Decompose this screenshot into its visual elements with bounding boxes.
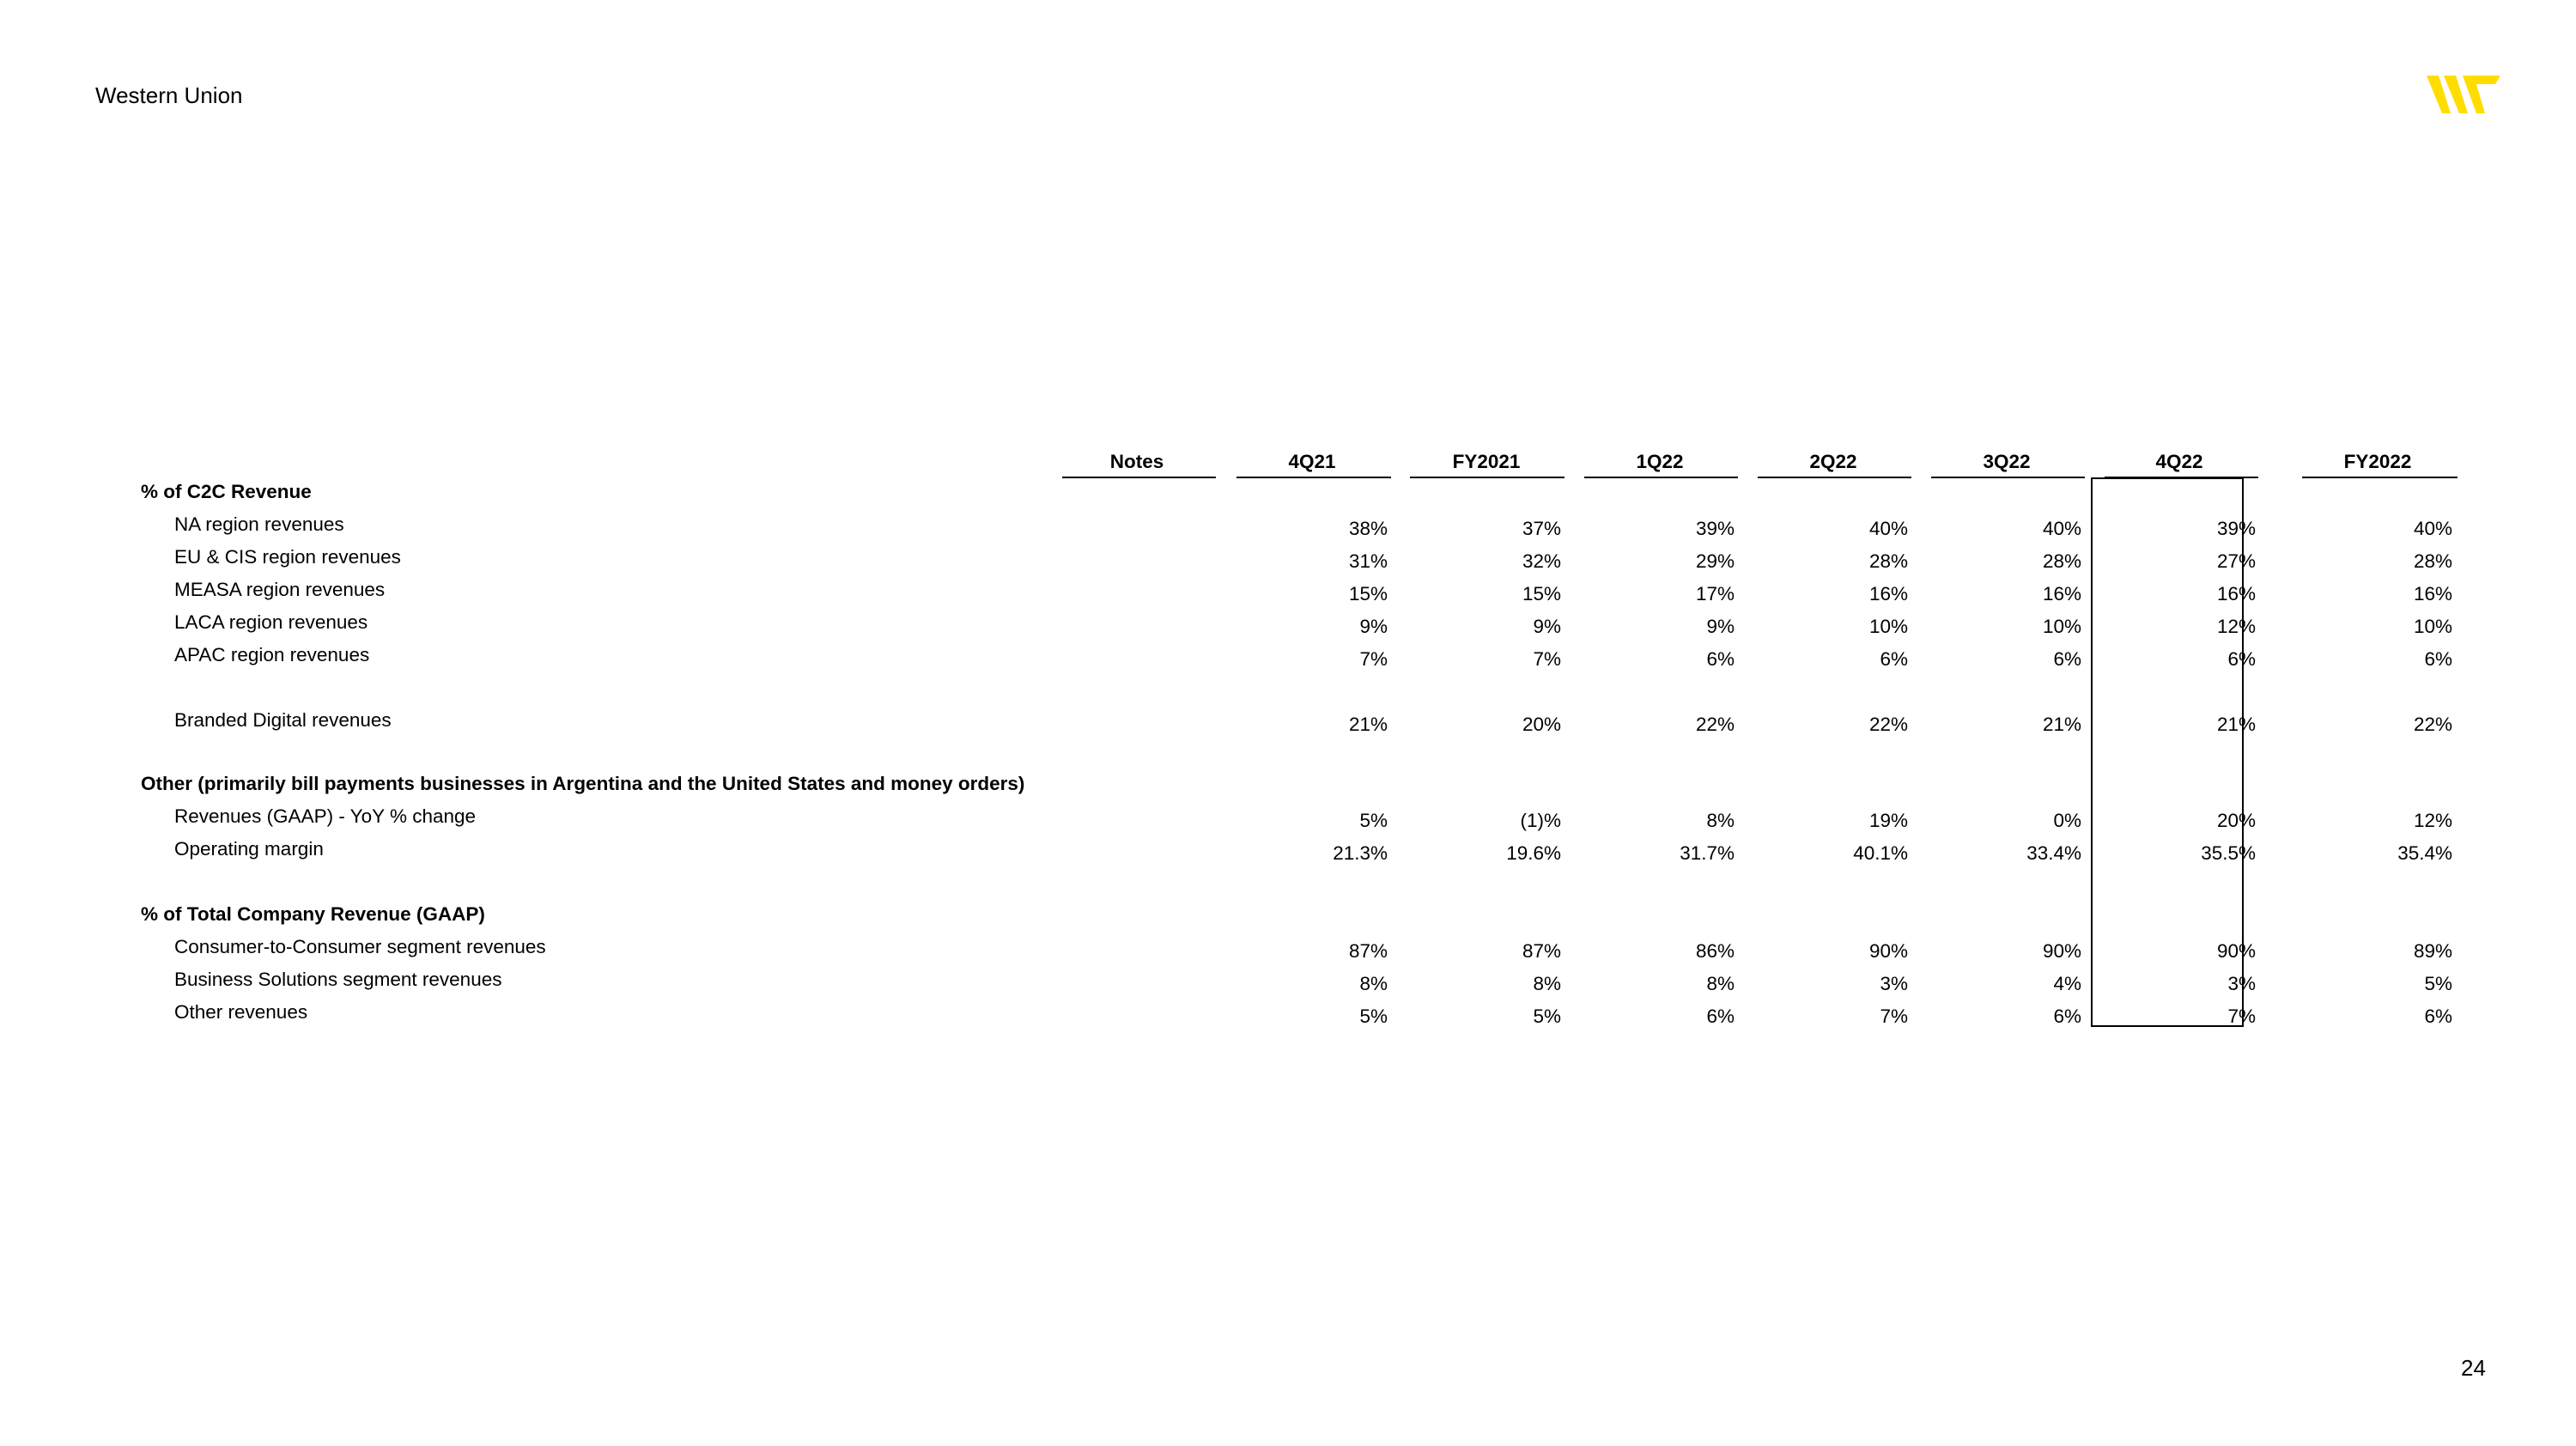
column-header-underline [2105, 477, 2258, 478]
column-header: Notes [1109, 451, 1164, 472]
table-cell: 12% [2413, 810, 2452, 831]
row-label: Branded Digital revenues [174, 709, 392, 731]
table-cell: 39% [1695, 518, 1735, 539]
table-cell: 35.4% [2397, 842, 2452, 864]
column-header-underline [1062, 477, 1216, 478]
table-cell: 28% [2413, 550, 2452, 572]
table-cell: 6% [2424, 648, 2452, 670]
table-cell: 87% [1522, 940, 1561, 962]
table-cell: 20% [2216, 810, 2256, 831]
table-cell: 90% [2216, 940, 2256, 962]
column-header-underline [1758, 477, 1911, 478]
row-label: LACA region revenues [174, 611, 368, 633]
table-cell: 29% [1695, 550, 1735, 572]
table-cell: 10% [1868, 616, 1908, 637]
row-label: Other revenues [174, 1001, 308, 1023]
table-cell: 12% [2216, 616, 2256, 637]
table-cell: 7% [2227, 1006, 2256, 1027]
table-cell: 22% [1868, 714, 1908, 735]
table-cell: 20% [1522, 714, 1561, 735]
column-header-underline [2302, 477, 2458, 478]
row-label: APAC region revenues [174, 644, 370, 665]
table-cell: 22% [1695, 714, 1735, 735]
row-label: Operating margin [174, 838, 324, 860]
table-cell: 38% [1348, 518, 1388, 539]
table-cell: 15% [1348, 583, 1388, 605]
table-cell: 21% [2216, 714, 2256, 735]
table-cell: 8% [1533, 973, 1561, 994]
column-header: 4Q21 [1288, 451, 1336, 472]
table-cell: 37% [1522, 518, 1561, 539]
table-cell: 6% [2227, 648, 2256, 670]
table-cell: 87% [1348, 940, 1388, 962]
table-cell: 31% [1348, 550, 1388, 572]
table-cell: 10% [2413, 616, 2452, 637]
column-header-underline [1931, 477, 2085, 478]
table-cell: 22% [2413, 714, 2452, 735]
row-label: EU & CIS region revenues [174, 546, 401, 568]
table-cell: 7% [1359, 648, 1388, 670]
page-number: 24 [2461, 1355, 2486, 1381]
table-cell: 16% [1868, 583, 1908, 605]
table-cell: 35.5% [2201, 842, 2256, 864]
table-cell: 5% [1533, 1006, 1561, 1027]
section-title: Other (primarily bill payments businesses in Argentina and the United States and money orders) [141, 773, 1025, 794]
table-cell: 19.6% [1506, 842, 1561, 864]
table-cell: 5% [2424, 973, 2452, 994]
table-cell: 40% [2413, 518, 2452, 539]
row-label: Business Solutions segment revenues [174, 969, 502, 990]
table-cell: 16% [2216, 583, 2256, 605]
table-cell: 33.4% [2026, 842, 2081, 864]
company-name: Western Union [95, 82, 243, 108]
table-cell: 21% [1348, 714, 1388, 735]
table-cell: 3% [2227, 973, 2256, 994]
table-cell: 7% [1880, 1006, 1908, 1027]
table-cell: 90% [2042, 940, 2081, 962]
table-cell: 15% [1522, 583, 1561, 605]
table-cell: 86% [1695, 940, 1735, 962]
row-label: MEASA region revenues [174, 579, 386, 600]
table-cell: 19% [1868, 810, 1908, 831]
row-label: Consumer-to-Consumer segment revenues [174, 936, 546, 957]
table-cell: 28% [1868, 550, 1908, 572]
table-cell: 6% [1706, 1006, 1735, 1027]
table-cell: 9% [1533, 616, 1561, 637]
table-cell: 8% [1706, 973, 1735, 994]
column-header: 1Q22 [1636, 451, 1684, 472]
column-header-underline [1236, 477, 1391, 478]
table-cell: 6% [1706, 648, 1735, 670]
table-cell: 40% [1868, 518, 1908, 539]
table-cell: 10% [2042, 616, 2081, 637]
table-cell: 31.7% [1680, 842, 1735, 864]
section-title: % of C2C Revenue [141, 481, 312, 502]
column-header-underline [1584, 477, 1738, 478]
column-header-underline [1410, 477, 1564, 478]
table-cell: 21% [2042, 714, 2081, 735]
table-cell: (1)% [1520, 810, 1561, 831]
table-cell: 8% [1359, 973, 1388, 994]
table-cell: 90% [1868, 940, 1908, 962]
table-cell: 6% [2053, 1006, 2081, 1027]
table-cell: 7% [1533, 648, 1561, 670]
column-header: FY2021 [1452, 451, 1521, 472]
table-cell: 17% [1695, 583, 1735, 605]
row-label: Revenues (GAAP) - YoY % change [174, 805, 477, 827]
table-cell: 16% [2042, 583, 2081, 605]
column-header: 3Q22 [1983, 451, 2031, 472]
table-cell: 32% [1522, 550, 1561, 572]
row-label: NA region revenues [174, 513, 344, 535]
table-cell: 6% [2053, 648, 2081, 670]
column-header: 4Q22 [2155, 451, 2203, 472]
table-cell: 40.1% [1853, 842, 1908, 864]
table-cell: 89% [2413, 940, 2452, 962]
table-cell: 0% [2053, 810, 2081, 831]
table-cell: 6% [1880, 648, 1908, 670]
table-cell: 4% [2053, 973, 2081, 994]
table-cell: 6% [2424, 1006, 2452, 1027]
table-cell: 27% [2216, 550, 2256, 572]
table-cell: 9% [1359, 616, 1388, 637]
table-cell: 8% [1706, 810, 1735, 831]
table-cell: 3% [1880, 973, 1908, 994]
table-cell: 39% [2216, 518, 2256, 539]
table-cell: 5% [1359, 810, 1388, 831]
table-cell: 40% [2042, 518, 2081, 539]
table-cell: 21.3% [1333, 842, 1388, 864]
column-header: 2Q22 [1809, 451, 1857, 472]
section-title: % of Total Company Revenue (GAAP) [141, 903, 485, 925]
table-cell: 16% [2413, 583, 2452, 605]
table-cell: 9% [1706, 616, 1735, 637]
column-header: FY2022 [2343, 451, 2412, 472]
table-cell: 28% [2042, 550, 2081, 572]
table-cell: 5% [1359, 1006, 1388, 1027]
